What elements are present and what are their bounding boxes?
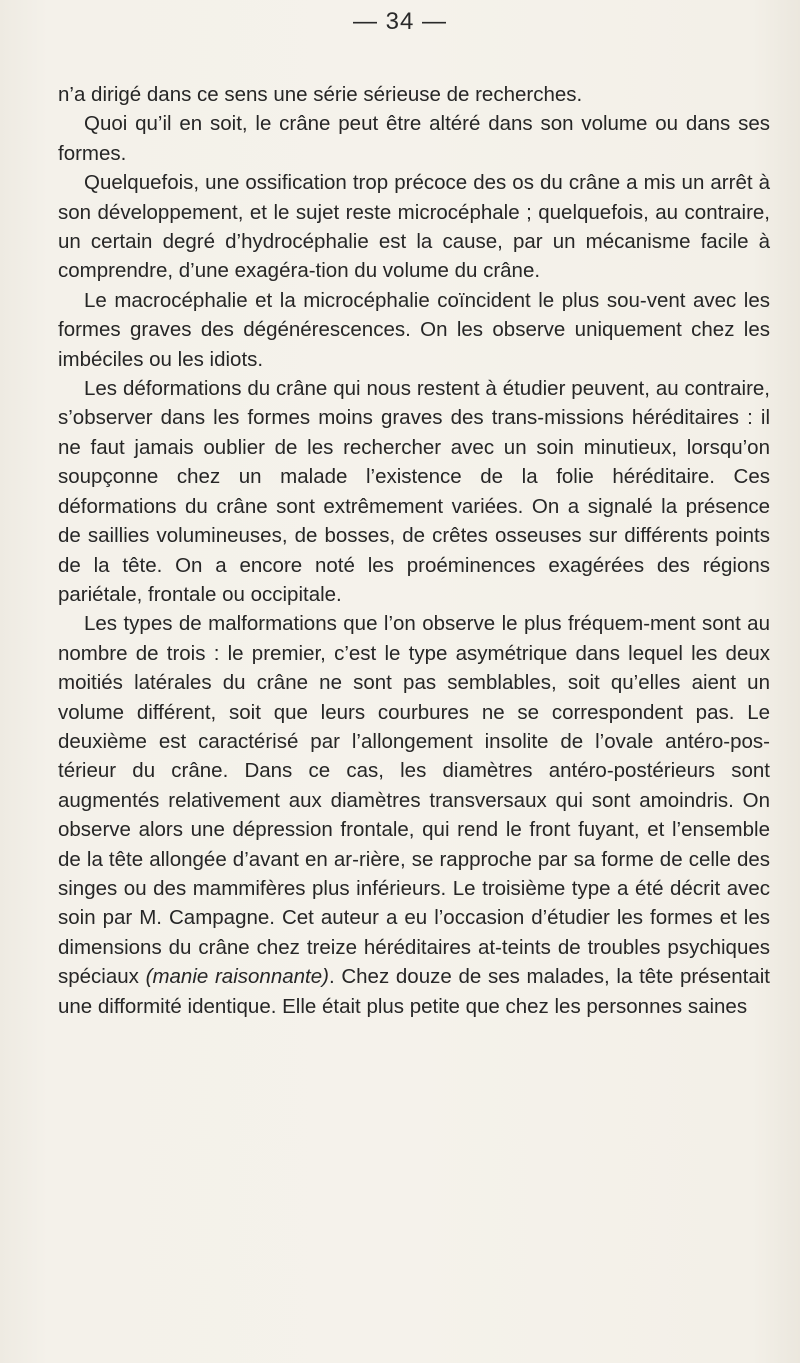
paragraph-6-italic: (manie raisonnante) — [145, 965, 329, 989]
paragraph-2: Quoi qu’il en soit, le crâne peut être altéré dans son volume ou dans ses formes. — [58, 112, 770, 165]
page-number: — 34 — — [352, 8, 448, 35]
body-text — [58, 80, 770, 1021]
paragraph-5: Les déformations du crâne qui nous restent à étudier peuvent, au contraire, s’observer dans les formes moins graves des trans-missions héréditaires : il ne faut jamais oublier de les rechercher avec un soin minutieux, lorsqu’on soupçonne chez un malade l’existence de la folie héréditaire. Ces déformations du crâne sont extrêmement variées. On a signalé la présence de saillies volumineuses, de bosses, de crêtes osseuses sur différents points de la tête. On a encore noté les proéminences exagérées des régions pariétale, frontale ou occipitale. — [58, 377, 770, 606]
paragraph-6-main: Les types de malformations que l’on observe le plus fréquem-ment sont au nombre de trois : le premier, c’est le type asymétrique dans lequel les deux moitiés latérales du crâne ne sont pas semblables, soit qu’elles aient un volume différent, soit que leurs courbures ne se correspondent pas. Le deuxième est caractérisé par l’allongement insolite de l’ovale antéro-pos-térieur du crâne. Dans ce cas, les diamètres antéro-postérieurs sont augmentés relativement aux diamètres transversaux qui sont amoindris. On observe alors une dépression frontale, qui rend le front fuyant, et l’ensemble de la tête allongée d’avant en ar-rière, se rapproche par sa forme de celle des singes ou des mammifères plus inférieurs. Le troisième type a été décrit avec soin par M. Campagne. Cet auteur a eu l’occasion d’étudier les formes et les dimensions du crâne chez treize héréditaires at-teints de troubles psychiques spéciaux — [58, 612, 770, 989]
paragraph-1: n’a dirigé dans ce sens une série sérieuse de recherches. — [58, 83, 583, 106]
paragraph-4: Le macrocéphalie et la microcéphalie coïncident le plus sou-vent avec les formes graves des dégénérescences. On les observe uniquement chez les imbéciles ou les idiots. — [58, 288, 770, 371]
paragraph-6 — [58, 609, 770, 1021]
paragraph-3: Quelquefois, une ossification trop précoce des os du crâne a mis un arrêt à son développement, et le sujet reste microcéphale ; quelquefois, au contraire, un certain degré d’hydrocéphalie est la cause, par un mécanisme facile à comprendre, d’une exagéra-tion du volume du crâne. — [58, 171, 770, 283]
paragraph-6-end: . Chez douze de ses malades, la tête présentait une difformité identique. Elle était plus petite que chez les personnes saines — [58, 965, 770, 1018]
